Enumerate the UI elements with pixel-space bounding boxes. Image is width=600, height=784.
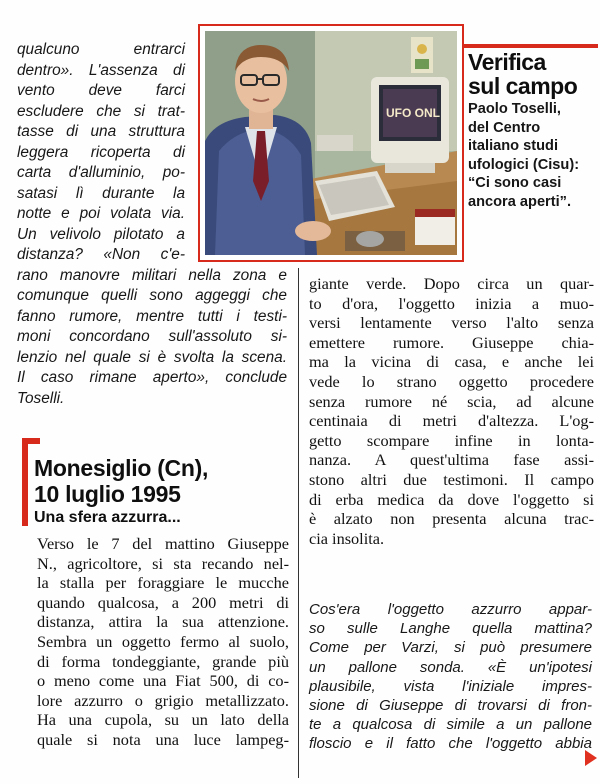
sidebar-title-line2: sul campo (468, 73, 578, 99)
sidebar-title (468, 44, 598, 98)
sidebar-caption-line: italiano studi (468, 138, 558, 155)
sidebar-caption-line: Paolo Toselli, (468, 101, 561, 117)
photo-illustration (205, 31, 457, 255)
text-line: Sembra un oggetto fermo al suolo, (37, 631, 289, 651)
photo-man-at-computer (205, 31, 457, 255)
text-line: Un velivolo pilotato a (17, 225, 185, 243)
text-line: comunque quelli sono aggeggi che (17, 287, 287, 304)
right-article-text (309, 274, 594, 548)
sidebar-title-line1: Verifica (468, 49, 546, 75)
text-line: N., agricoltore, si sta recando nel- (37, 553, 289, 573)
monitor-screen-text: UFO ONL (386, 106, 440, 120)
text-line: floscio e il fatto che l'oggetto abbia (309, 735, 592, 753)
text-line: rano manovre militari nella zona e (17, 266, 287, 284)
text-line: plausibile, vista l'iniziale impres- (309, 677, 592, 695)
text-line: lenzio nel quale si è svolta la scena. (17, 348, 287, 366)
text-line: stono altri due testimoni. Il campo (309, 469, 594, 489)
section-heading (22, 436, 292, 532)
text-line: escludere che si trat- (17, 102, 185, 120)
text-line: te a qualcosa di simile a un pallone (309, 716, 592, 734)
text-line: distanza, attira la sua attenzione. (37, 612, 289, 632)
text-line: di forma tondeggiante, grande più (37, 651, 289, 671)
text-line: ma la vicina di casa, e anche lei (309, 352, 594, 372)
left-bottom-article-text (37, 534, 289, 750)
text-line: versi lentamente verso l'alto senza (309, 313, 594, 333)
text-line: quando qualcosa, a 200 metri di (37, 592, 289, 612)
text-line: emettere rumore. Giuseppe chia- (309, 332, 594, 352)
sidebar-caption-line: “Ci sono casi (468, 175, 562, 192)
text-line: Cos'era l'oggetto azzurro appar- (309, 601, 592, 618)
text-line: moni concordano sull'assoluto si- (17, 328, 287, 345)
section-subtitle: Una sfera azzurra... (34, 509, 181, 526)
heading-bracket-horizontal (22, 438, 40, 444)
text-line: sione di Giuseppe di trovarsi di fron- (309, 697, 592, 715)
text-line: carta d'alluminio, po- (17, 164, 185, 181)
sidebar-caption-line: ancora aperti”. (468, 193, 572, 210)
sidebar-caption-line: del Centro (468, 119, 541, 136)
text-line: distanza? «Non c'e- (17, 246, 185, 263)
text-line: senza rumore né scia, ad alcune (309, 391, 594, 411)
photo-frame (198, 24, 464, 262)
text-line: nanza. A quest'ultima fase assi- (309, 450, 594, 470)
text-line: vede lo strano oggetto procedere (309, 371, 594, 391)
section-title-line2: 10 luglio 1995 (34, 481, 181, 507)
text-line: vento deve farci (17, 82, 185, 99)
text-line: Toselli. (17, 389, 65, 407)
text-line: Verso le 7 del mattino Giuseppe (37, 534, 289, 553)
text-line: leggera ricoperta di (17, 143, 185, 161)
heading-bracket-vertical (22, 438, 28, 526)
section-title-line1: Monesiglio (Cn), (34, 455, 209, 481)
text-line: Ha una cupola, su un lato della (37, 710, 289, 730)
text-line: satasi lì durante la (17, 184, 185, 202)
text-line: getto scompare infine in lonta- (309, 430, 594, 450)
triangle-arrow-right-icon (585, 750, 597, 766)
text-line: dentro». L'assenza di (17, 61, 185, 79)
text-line: tasse di una struttura (17, 123, 185, 140)
text-line: so sulle Langhe quella mattina? (309, 620, 592, 638)
text-line: centinaia di metri d'altezza. L'og- (309, 411, 594, 431)
right-italic-commentary (309, 600, 592, 754)
text-line: Il caso rimane aperto», conclude (17, 369, 287, 386)
text-line: Come per Varzi, si può presumere (309, 639, 592, 657)
text-line: giante verde. Dopo circa un quar- (309, 274, 594, 293)
column-divider (298, 268, 299, 778)
text-line: to d'ora, l'oggetto inizia a muo- (309, 293, 594, 313)
text-line: o meno come una Fiat 500, di co- (37, 671, 289, 691)
text-line: un pallone sonda. «È un'ipotesi (309, 658, 592, 676)
text-line: notte e poi volata via. (17, 205, 185, 222)
text-line: qualcuno entrarci (17, 41, 185, 58)
text-line: è alzato non presenta alcuna trac- (309, 509, 594, 529)
text-line: la stalla per foraggiare le mucche (37, 573, 289, 593)
sidebar-caption (468, 100, 598, 212)
text-line: cia insolita. (309, 528, 385, 548)
text-line: fanno rumore, mentre tutti i testi- (17, 307, 287, 325)
sidebar-caption-line: ufologici (Cisu): (468, 156, 580, 173)
text-line: lore azzurro o grigio metallizzato. (37, 690, 289, 710)
text-line: quale si nota una luce lampeg- (37, 729, 289, 749)
text-line: di erba medica da dove l'oggetto si (309, 489, 594, 509)
